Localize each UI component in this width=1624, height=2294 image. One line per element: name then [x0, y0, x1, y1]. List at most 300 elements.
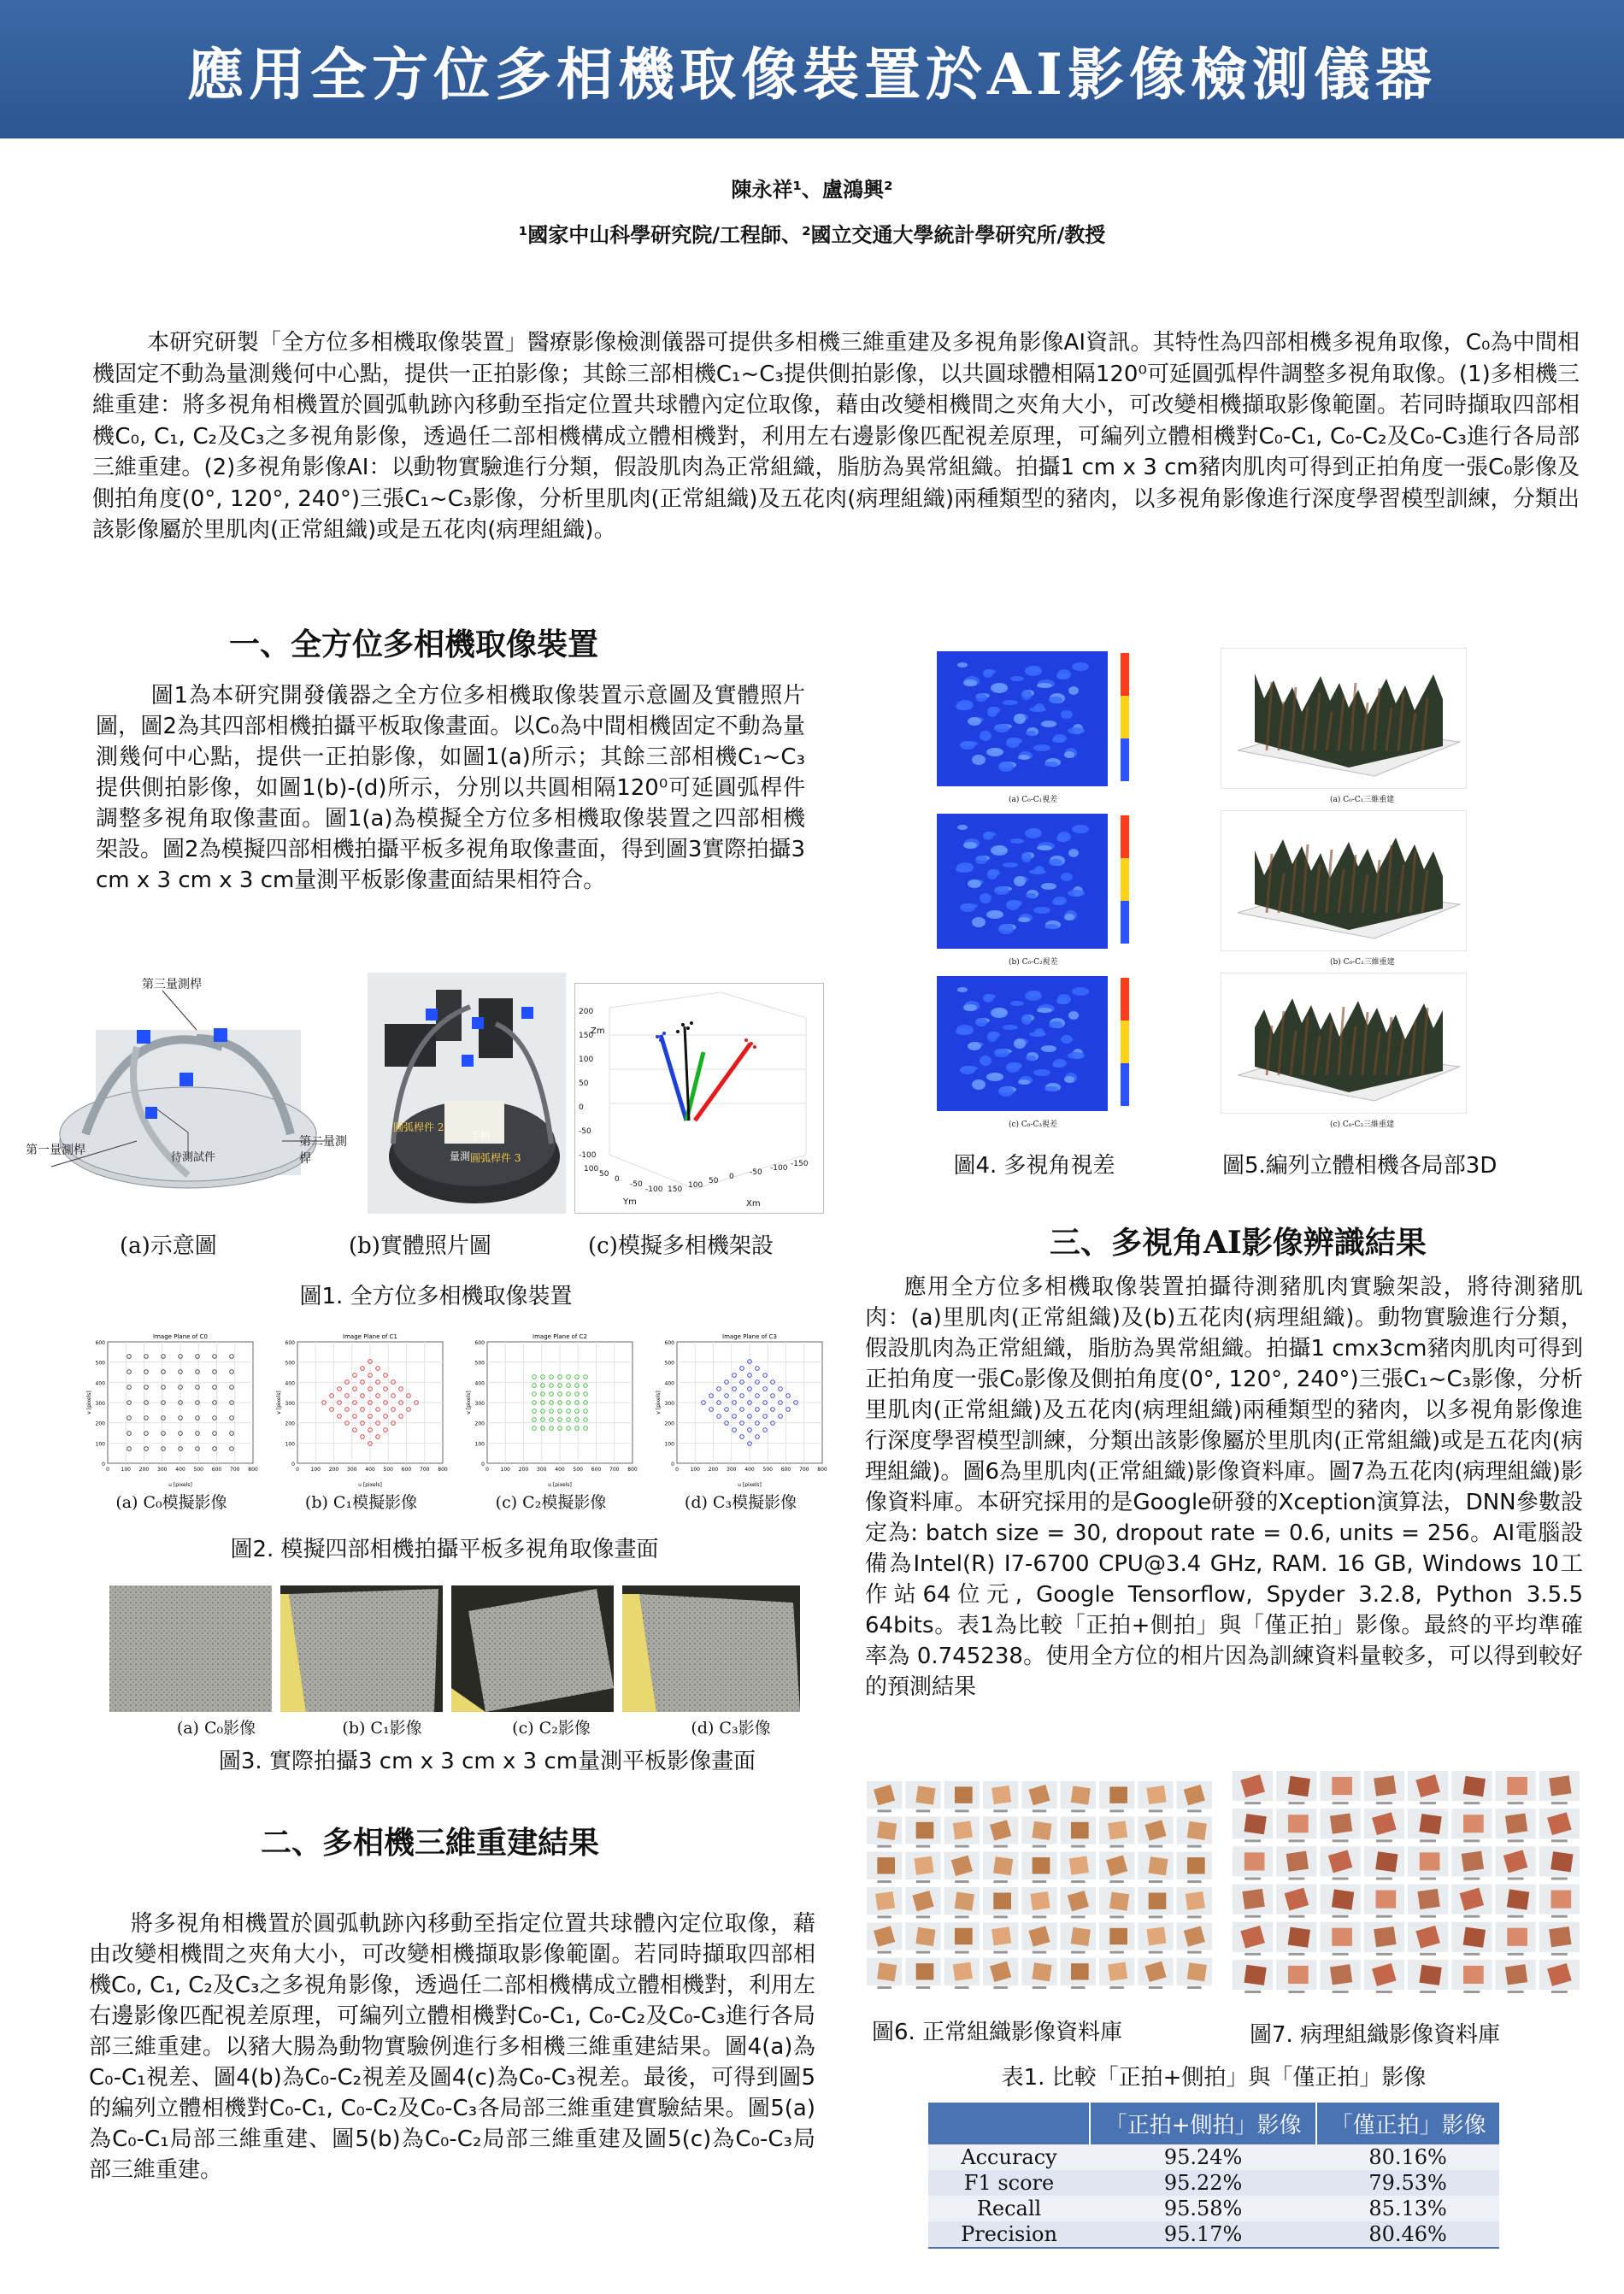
abstract: [92, 327, 1580, 546]
tissue-sample: [1332, 1889, 1354, 1909]
tissue-sample: [1505, 1964, 1527, 1985]
thumbnail-label: [916, 1880, 931, 1883]
thumbnail-label: [1333, 1991, 1349, 1993]
thumbnail-label: [993, 1809, 1008, 1812]
tissue-sample: [1375, 1851, 1397, 1872]
y-tick-label: 600: [664, 1340, 674, 1346]
label-plate: 量測: [450, 1150, 471, 1162]
tissue-sample: [915, 1786, 935, 1805]
colorbar-segment: [1121, 901, 1129, 944]
fig1b-svg: [368, 973, 566, 1214]
thumbnail-label: [1508, 1953, 1524, 1956]
colorbar-segment: [1121, 1063, 1129, 1106]
thumbnail-label: [1033, 1809, 1047, 1812]
disparity-blob: [1014, 714, 1026, 724]
fig3-svg: [109, 1585, 800, 1712]
tissue-sample: [1286, 1851, 1309, 1872]
tissue-sample: [1332, 1777, 1352, 1795]
disparity-blob: [957, 662, 968, 668]
fig2-label-c: (c) C₂模擬影像: [495, 1493, 607, 1512]
x-axis-label: u [pixels]: [548, 1482, 572, 1487]
disparity-map: [937, 973, 1150, 1114]
disparity-blob: [986, 910, 1003, 919]
thumbnail-label: [1071, 1809, 1086, 1812]
tissue-sample: [1109, 1928, 1127, 1944]
fig3-label-c: (c) C₂影像: [512, 1719, 591, 1738]
tissue-sample: [1109, 1786, 1127, 1803]
fig4-sub-a: (a) C₀-C₁視差: [1009, 796, 1058, 804]
tissue-sample: [1417, 1889, 1439, 1909]
x-tick-label: 500: [573, 1467, 583, 1473]
fig5-sub-c: (c) C₀-C₃三維重建: [1330, 1121, 1394, 1129]
thumbnail-label: [993, 1845, 1008, 1848]
disparity-blob: [1052, 1062, 1064, 1068]
x-tick-label: 800: [817, 1467, 827, 1473]
thumbnail-label: [1376, 1915, 1392, 1918]
tissue-sample: [1374, 1775, 1396, 1796]
tissue-sample: [1146, 1785, 1166, 1804]
disparity-blob: [991, 683, 1008, 693]
thumbnail-label: [1187, 1915, 1202, 1918]
fig3-label-d: (d) C₃影像: [691, 1719, 771, 1738]
x-tick-label: 0: [675, 1467, 679, 1473]
thumbnail-label: [1187, 1880, 1202, 1883]
tissue-sample: [1288, 1776, 1310, 1797]
fig3-photos: [109, 1585, 800, 1712]
disparity-blob: [1010, 838, 1024, 844]
thumbnail-grid: [1231, 1769, 1581, 1996]
label-rod3: 圓弧桿件 3: [470, 1152, 521, 1164]
thumbnail-label: [993, 1880, 1008, 1883]
disparity-blob: [991, 845, 1008, 856]
thumbnail-label: [916, 1951, 931, 1954]
thumbnail-label: [1376, 1991, 1392, 1993]
thumbnail-label: [1333, 1953, 1349, 1956]
section1-heading: 一、全方位多相機取像裝置: [229, 626, 599, 662]
thumbnail-label: [955, 1951, 969, 1954]
y-tick-label: 200: [95, 1421, 105, 1427]
disparity-blob: [1037, 1008, 1052, 1013]
x-tick-label: 700: [609, 1467, 620, 1473]
image-plane-plot: [653, 1330, 828, 1487]
metric-front-side: 95.58%: [1090, 2196, 1316, 2221]
disparity-blob: [1068, 1052, 1085, 1059]
y-tick-label: 400: [285, 1380, 295, 1387]
disparity-blob: [1033, 907, 1050, 914]
disparity-blob: [986, 748, 1003, 756]
tissue-sample: [1463, 1966, 1484, 1984]
disparity-blob: [1044, 762, 1058, 767]
thumbnail-label: [1288, 1991, 1304, 1993]
thumbnail-label: [916, 1809, 931, 1812]
tissue-sample: [1030, 1891, 1050, 1910]
y-tick-label: 400: [664, 1380, 674, 1387]
disparity-blob: [963, 679, 977, 686]
thumbnail-label: [1033, 1915, 1047, 1918]
tissue-sample: [916, 1963, 934, 1979]
thumbnail-label: [1420, 1878, 1436, 1880]
thumbnail-label: [1463, 1991, 1480, 1993]
disparity-blob: [972, 1079, 986, 1090]
tissue-sample: [877, 1962, 897, 1981]
thumbnail-label: [1288, 1802, 1304, 1804]
fig2-label-a: (a) C₀模擬影像: [115, 1493, 227, 1512]
thumbnail-label: [1551, 1991, 1568, 1993]
fig3-caption: 圖3. 實際拍攝3 cm x 3 cm x 3 cm量測平板影像畫面: [218, 1749, 756, 1774]
thumbnail-label: [1463, 1915, 1480, 1918]
tissue-sample: [1071, 1786, 1091, 1805]
tissue-sample: [1146, 1926, 1166, 1945]
disparity-blob: [968, 879, 981, 888]
y-tick-label: 0: [615, 1175, 620, 1184]
tissue-sample: [1507, 1777, 1527, 1795]
thumbnail-label: [955, 1986, 969, 1989]
table1: [928, 2103, 1499, 2249]
fig2-plots: [84, 1330, 827, 1487]
disparity-blob: [972, 755, 986, 765]
metric-name: Accuracy: [928, 2144, 1090, 2170]
disparity-blob: [1049, 1021, 1062, 1028]
y-tick-label: 300: [95, 1401, 105, 1407]
metric-front-only: 85.13%: [1316, 2196, 1499, 2221]
disparity-blob: [1025, 666, 1042, 676]
disparity-blob: [1056, 673, 1068, 679]
thumbnail-label: [1244, 1953, 1261, 1956]
disparity-blob: [1025, 828, 1042, 838]
zaxis-label: Zm: [591, 1026, 605, 1036]
affiliations: ¹國家中山科學研究院/工程師、²國立交通大學統計學研究所/教授: [518, 223, 1106, 247]
colorbar-segment: [1121, 738, 1129, 781]
thumbnail-label: [955, 1845, 969, 1848]
label-first-rod: 第一量測桿: [26, 1144, 85, 1157]
table1-caption: 表1. 比較「正拍+側拍」與「僅正拍」影像: [1001, 2065, 1427, 2091]
y-tick-label: 0: [102, 1462, 105, 1468]
thumbnail-label: [1333, 1878, 1349, 1880]
table-header-blank: [928, 2103, 1090, 2144]
fig1-caption: 圖1. 全方位多相機取像裝置: [299, 1284, 573, 1309]
disparity-blob: [1029, 707, 1046, 712]
tissue-sample: [915, 1927, 935, 1946]
disparity-blob: [1006, 900, 1020, 910]
label-specimen: 待測試件: [171, 1151, 216, 1164]
tissue-sample: [1242, 1889, 1264, 1909]
x-tick-label: 200: [708, 1467, 719, 1473]
disparity-blob: [963, 1004, 977, 1011]
surface-plot: [1221, 810, 1467, 951]
tissue-sample: [877, 1821, 897, 1840]
y-axis-label: v [pixels]: [86, 1391, 92, 1415]
y-tick-label: 400: [474, 1380, 485, 1387]
disparity-blob: [1068, 849, 1079, 857]
thumbnail-label: [1071, 1951, 1086, 1954]
thumbnail-label: [955, 1809, 969, 1812]
tissue-sample: [1069, 1856, 1089, 1875]
disparity-blob: [1029, 869, 1046, 874]
thumbnail-label: [877, 1915, 891, 1918]
disparity-blob: [980, 1056, 991, 1066]
tissue-sample: [1288, 1966, 1309, 1984]
disparity-blob: [960, 1066, 975, 1074]
z-tick-label: -50: [579, 1127, 591, 1136]
tissue-sample: [1330, 1814, 1352, 1834]
thumbnail-label: [1551, 1802, 1568, 1804]
y-tick-label: 300: [474, 1401, 485, 1407]
thumbnail-label: [1109, 1915, 1124, 1918]
disparity-blob: [960, 741, 975, 750]
thumbnail-label: [877, 1951, 891, 1954]
metric-front-only: 80.46%: [1316, 2221, 1499, 2248]
x-tick-label: 700: [420, 1467, 430, 1473]
tissue-sample: [953, 1820, 973, 1839]
fig4-disparity: [937, 648, 1150, 1131]
x-tick-label: 200: [518, 1467, 529, 1473]
disparity-blob: [1033, 1069, 1050, 1076]
disparity-blob: [1068, 686, 1079, 695]
metric-front-side: 95.24%: [1090, 2144, 1316, 2170]
thumbnail-label: [1508, 1878, 1524, 1880]
tissue-sample: [1033, 1857, 1050, 1873]
x-tick-label: 0: [485, 1467, 489, 1473]
y-tick-label: 100: [474, 1441, 485, 1448]
tissue-sample: [1549, 1926, 1571, 1947]
tissue-sample: [1071, 1822, 1089, 1838]
y-tick-label: 0: [291, 1462, 295, 1468]
surface-plot: [1221, 973, 1467, 1114]
x-tick-label: 400: [365, 1467, 375, 1473]
metric-front-side: 95.22%: [1090, 2170, 1316, 2196]
disparity-blob: [1018, 755, 1030, 760]
disparity-blob: [983, 669, 993, 678]
z-tick-label: 0: [579, 1103, 584, 1112]
thumbnail-label: [993, 1951, 1008, 1954]
disparity-blob: [1049, 697, 1062, 703]
tissue-sample: [1419, 1814, 1441, 1834]
thumbnail-label: [877, 1809, 891, 1812]
disparity-blob: [987, 869, 997, 879]
abstract-text: 本研究研製「全方位多相機取像裝置」醫療影像檢測儀器可提供多相機三維重建及多視角影像AI資訊。其特性為四部相機多視角取像，C₀為中間相機固定不動為量測幾何中心點，提供一正拍影像；其餘三部相機C₁~C₃提供側拍影像，以共圓球體相隔120⁰可延圓弧桿件調整多視角取像。(1)多相機三維重建：將多視角相機置於圓弧軌跡內移動至指定位置共球體內定位取像，藉由改變相機間之夾角大小，可改變相機擷取影像範圍。若同時擷取四部相機C₀, C₁, C₂及C₃之多視角影像，透過任二部相機構成立體相機對，利用左右邊影像匹配視差原理，可編列立體相機對C₀-C₁, C₀-C₂及C₀-C₃進行各局部三維重建。(2)多視角影像AI：以動物實驗進行分類，假設肌肉為正常組織，脂肪為異常組織。拍攝1 cm x 3 cm豬肉肌肉可得到正拍角度一張C₀影像及側拍角度(0°, 120°, 240°)三張C₁~C₃影像，分析里肌肉(正常組織)及五花肉(病理組織)兩種類型的豬肉，以多視角影像進行深度學習模型訓練，分類出該影像屬於里肌肉(正常組織)或是五花肉(病理組織)。: [92, 330, 1580, 543]
tissue-sample: [877, 1857, 895, 1873]
disparity-blob: [1033, 744, 1050, 751]
x-tick-label: 600: [401, 1467, 412, 1473]
thumbnail-label: [1288, 1953, 1304, 1956]
tissue-sample: [1420, 1852, 1440, 1870]
tissue-sample: [955, 1928, 973, 1944]
x-tick-label: 500: [193, 1467, 203, 1473]
y-tick-label: 500: [664, 1360, 674, 1367]
thumbnail-label: [1508, 1991, 1524, 1993]
disparity-map: [937, 648, 1150, 789]
tissue-sample: [1288, 1815, 1309, 1832]
disparity-blob: [994, 724, 1009, 732]
disparity-blob: [1003, 700, 1018, 705]
thumbnail-label: [955, 1880, 969, 1883]
disparity-blob: [1006, 1062, 1020, 1073]
thumbnail-label: [1508, 1802, 1524, 1804]
x-tick-label: 100: [688, 1181, 703, 1190]
disparity-blob: [1025, 991, 1042, 1001]
z-tick-label: 100: [579, 1056, 594, 1064]
thumbnail-label: [1551, 1915, 1568, 1918]
disparity-blob: [956, 1028, 971, 1035]
y-axis-label: v [pixels]: [276, 1391, 282, 1415]
disparity-blob: [968, 717, 981, 726]
x-tick-label: 300: [537, 1467, 547, 1473]
table-header-front-only: 「僅正拍」影像: [1316, 2103, 1499, 2144]
thumbnail-label: [1244, 1878, 1261, 1880]
tissue-sample: [1071, 1927, 1091, 1946]
tissue-sample: [914, 1856, 933, 1875]
plot-title: Image Plane of C1: [343, 1333, 397, 1340]
x-tick-label: 100: [500, 1467, 510, 1473]
disparity-blob: [1003, 862, 1018, 868]
thumbnail-label: [1109, 1951, 1124, 1954]
thumbnail-label: [1376, 1839, 1392, 1842]
disparity-blob: [994, 1049, 1009, 1057]
fig2-label-d: (d) C₃模擬影像: [684, 1493, 797, 1512]
x-tick-label: 800: [438, 1467, 448, 1473]
table-row: [928, 2170, 1499, 2196]
disparity-blob: [1029, 1032, 1046, 1037]
thumbnail-label: [877, 1845, 891, 1848]
image-plane-plot: [84, 1330, 259, 1487]
disparity-blob: [968, 1042, 981, 1050]
disparity-map: [937, 810, 1150, 951]
x-tick-label: 50: [709, 1177, 719, 1185]
thumbnail-label: [1420, 1953, 1436, 1956]
disparity-blob: [983, 994, 993, 1003]
thumbnail-label: [1244, 1802, 1261, 1804]
x-tick-label: 400: [744, 1467, 755, 1473]
tissue-sample: [1505, 1814, 1527, 1834]
disparity-blob: [1037, 845, 1052, 850]
metric-front-only: 80.16%: [1316, 2144, 1499, 2170]
disparity-blob: [1037, 683, 1052, 688]
plot-title: Image Plane of C2: [533, 1333, 587, 1340]
x-tick-label: 0: [729, 1173, 734, 1181]
tissue-sample: [1071, 1963, 1089, 1979]
tissue-sample: [955, 1892, 974, 1911]
x-tick-label: -100: [770, 1164, 788, 1173]
thumbnail-label: [1333, 1839, 1349, 1842]
table-header-row: [928, 2103, 1499, 2144]
table-header-front-side: 「正拍+側拍」影像: [1090, 2103, 1316, 2144]
disparity-blob: [1061, 1035, 1073, 1044]
disparity-blob: [983, 832, 993, 840]
thumbnail-label: [1288, 1878, 1304, 1880]
disparity-blob: [1072, 662, 1089, 671]
disparity-blob: [975, 856, 987, 864]
fig3-label-b: (b) C₁影像: [342, 1719, 422, 1738]
thumbnail-label: [1109, 1809, 1124, 1812]
disparity-blob: [998, 1086, 1014, 1097]
thumbnail-label: [1033, 1986, 1047, 1989]
thumbnail-label: [1109, 1845, 1124, 1848]
disparity-blob: [956, 703, 971, 710]
disparity-blob: [957, 987, 968, 992]
y-tick-label: 100: [95, 1441, 105, 1448]
disparity-blob: [1064, 914, 1074, 921]
y-tick-label: -100: [645, 1185, 663, 1194]
thumbnail-label: [916, 1986, 931, 1989]
y-tick-label: -50: [630, 1180, 643, 1189]
disparity-blob: [1041, 721, 1056, 727]
colorbar-segment: [1121, 1021, 1129, 1063]
table-row: [928, 2196, 1499, 2221]
plot-title: Image Plane of C3: [722, 1333, 777, 1340]
disparity-blob: [1010, 676, 1024, 681]
tissue-sample: [1507, 1889, 1529, 1909]
thumbnail-label: [1187, 1951, 1202, 1954]
thumbnail-label: [1149, 1845, 1163, 1848]
tissue-sample: [1186, 1891, 1205, 1910]
tissue-sample: [1462, 1851, 1484, 1872]
tissue-sample: [1507, 1928, 1527, 1946]
x-tick-label: 800: [627, 1467, 638, 1473]
thumbnail-label: [1551, 1953, 1568, 1956]
metric-front-only: 79.53%: [1316, 2170, 1499, 2196]
thumbnail-label: [1033, 1951, 1047, 1954]
section1-text: 圖1為本研究開發儀器之全方位多相機取像裝置示意圖及實體照片圖，圖2為其四部相機拍攝平板取像畫面。以C₀為中間相機固定不動為量測幾何中心點，提供一正拍影像，如圖1(a)所示；其餘三部相機C₁~C₃提供側拍影像，如圖1(b)-(d)所示，分別以共圓相隔120⁰可延圓弧桿件調整多視角取像畫面。圖1(a)為模擬全方位多相機取像裝置之四部相機架設。圖2為模擬四部相機拍攝平板多視角取像畫面，得到圖3實際拍攝3 cm x 3 cm x 3 cm量測平板影像畫面結果相符合。: [96, 683, 805, 893]
y-tick-label: 300: [285, 1401, 295, 1407]
thumbnail-label: [1420, 1915, 1436, 1918]
colorbar-segment: [1121, 696, 1129, 738]
xaxis-label: Xm: [746, 1199, 761, 1209]
x-tick-label: 500: [762, 1467, 773, 1473]
thumbnail-label: [1288, 1915, 1304, 1918]
thumbnail-label: [1420, 1802, 1436, 1804]
fig1b-photo: [368, 973, 566, 1214]
thumbnail-label: [1149, 1951, 1163, 1954]
thumbnail-label: [1149, 1809, 1163, 1812]
thumbnail-label: [1333, 1915, 1349, 1918]
fig4-sub-b: (b) C₀-C₂視差: [1009, 958, 1058, 967]
x-tick-label: 200: [328, 1467, 339, 1473]
tissue-sample: [1244, 1814, 1266, 1834]
y-tick-label: 600: [474, 1340, 485, 1346]
tissue-sample: [1148, 1856, 1168, 1875]
y-tick-label: 0: [671, 1462, 674, 1468]
thumbnail-label: [1376, 1953, 1392, 1956]
thumbnail-label: [1244, 1915, 1261, 1918]
tissue-sample: [1330, 1964, 1352, 1985]
fig5-caption: 圖5.編列立體相機各局部3D: [1222, 1153, 1497, 1179]
section2-paragraph: [89, 1909, 815, 2185]
metric-name: F1 score: [928, 2170, 1090, 2196]
x-tick-label: -150: [791, 1160, 809, 1168]
disparity-blob: [1064, 751, 1074, 758]
tissue-sample: [1332, 1928, 1352, 1946]
z-tick-label: 50: [579, 1079, 589, 1088]
disparity-blob: [1068, 890, 1085, 897]
thumbnail-label: [1508, 1839, 1524, 1842]
disparity-blob: [1056, 835, 1068, 842]
tissue-sample: [1032, 1962, 1051, 1981]
tissue-sample: [1109, 1892, 1129, 1911]
tissue-sample: [1551, 1891, 1572, 1909]
thumbnail-label: [1071, 1845, 1086, 1848]
x-tick-label: 600: [591, 1467, 602, 1473]
disparity-blob: [994, 886, 1009, 895]
comparison-table: [928, 2103, 1499, 2249]
thumbnail-label: [1463, 1953, 1480, 1956]
fig2-label-b: (b) C₁模擬影像: [304, 1493, 418, 1512]
disparity-blob: [1068, 1011, 1079, 1020]
tissue-sample: [1187, 1962, 1207, 1981]
section3-paragraph: [865, 1272, 1583, 1703]
fig5-sub-b: (b) C₀-C₂三維重建: [1330, 958, 1395, 967]
tissue-sample: [993, 1892, 1011, 1909]
y-tick-label: 200: [664, 1421, 674, 1427]
